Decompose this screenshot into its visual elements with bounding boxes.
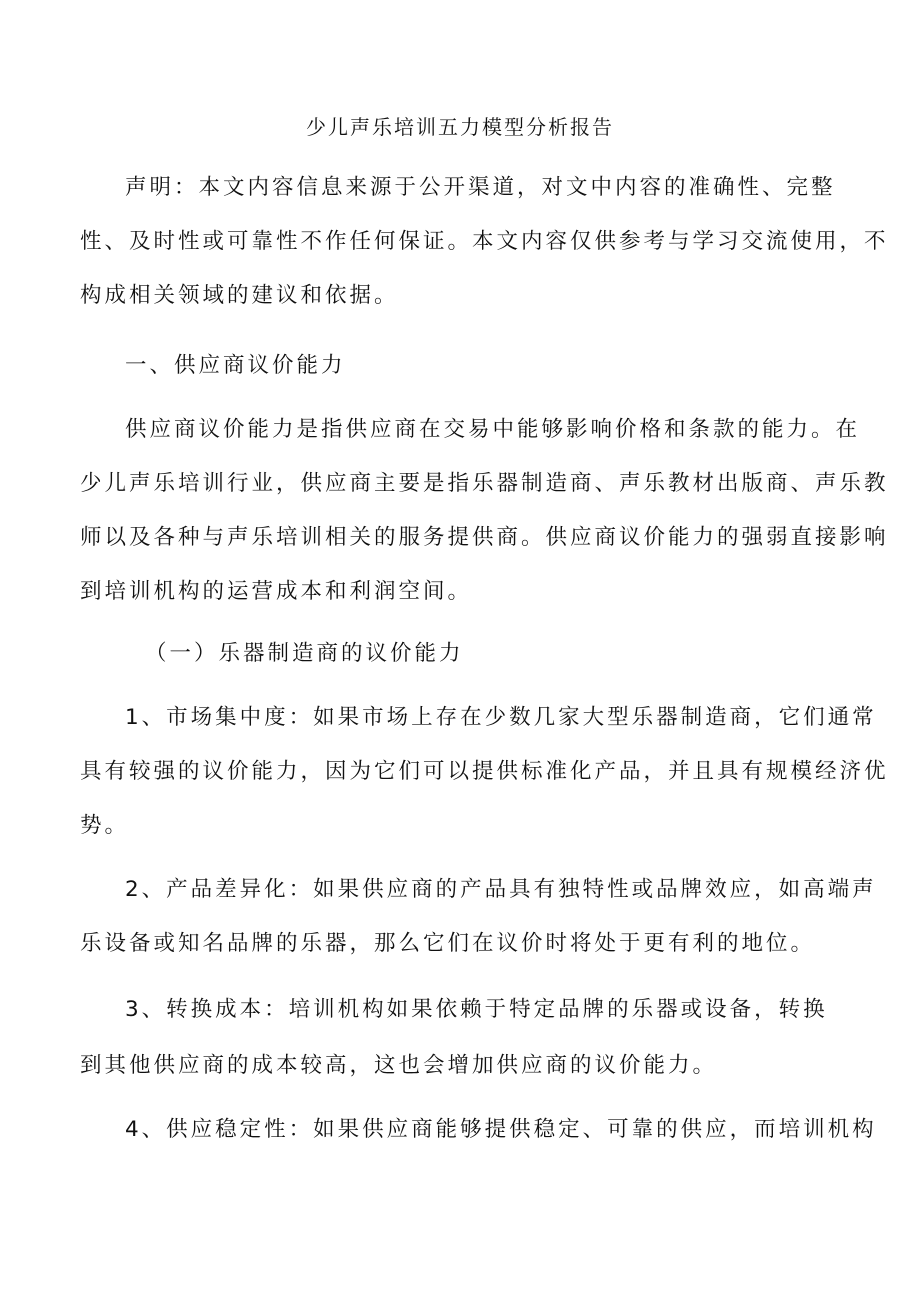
point4-line-1: 4、供应稳定性：如果供应商能够提供稳定、可靠的供应，而培训机构 [125,1117,877,1142]
section-heading: 一、供应商议价能力 [125,353,346,378]
point1-line-2: 具有较强的议价能力，因为它们可以提供标准化产品，并且具有规模经济优 [80,759,889,784]
point1-line-1: 1、市场集中度：如果市场上存在少数几家大型乐器制造商，它们通常 [125,705,877,730]
section-intro-line-2: 少儿声乐培训行业，供应商主要是指乐器制造商、声乐教材出版商、声乐教 [80,471,889,496]
section-intro-line-3: 师以及各种与声乐培训相关的服务提供商。供应商议价能力的强弱直接影响 [80,525,889,550]
point1-line-3: 势。 [80,813,130,838]
point3-line-2: 到其他供应商的成本较高，这也会增加供应商的议价能力。 [80,1053,718,1078]
disclaimer-line-2: 性、及时性或可靠性不作任何保证。本文内容仅供参考与学习交流使用，不 [80,229,889,254]
document-title: 少儿声乐培训五力模型分析报告 [306,115,614,139]
section-intro-line-1: 供应商议价能力是指供应商在交易中能够影响价格和条款的能力。在 [125,417,861,442]
disclaimer-line-1: 声明：本文内容信息来源于公开渠道，对文中内容的准确性、完整 [125,175,836,200]
point2-line-2: 乐设备或知名品牌的乐器，那么它们在议价时将处于更有利的地位。 [80,931,816,956]
point3-line-1: 3、转换成本：培训机构如果依赖于特定品牌的乐器或设备，转换 [125,997,828,1022]
subsection-heading: （一）乐器制造商的议价能力 [145,641,464,666]
section-intro-line-4: 到培训机构的运营成本和利润空间。 [80,579,473,604]
point2-line-1: 2、产品差异化：如果供应商的产品具有独特性或品牌效应，如高端声 [125,877,877,902]
disclaimer-line-3: 构成相关领域的建议和依据。 [80,283,399,308]
